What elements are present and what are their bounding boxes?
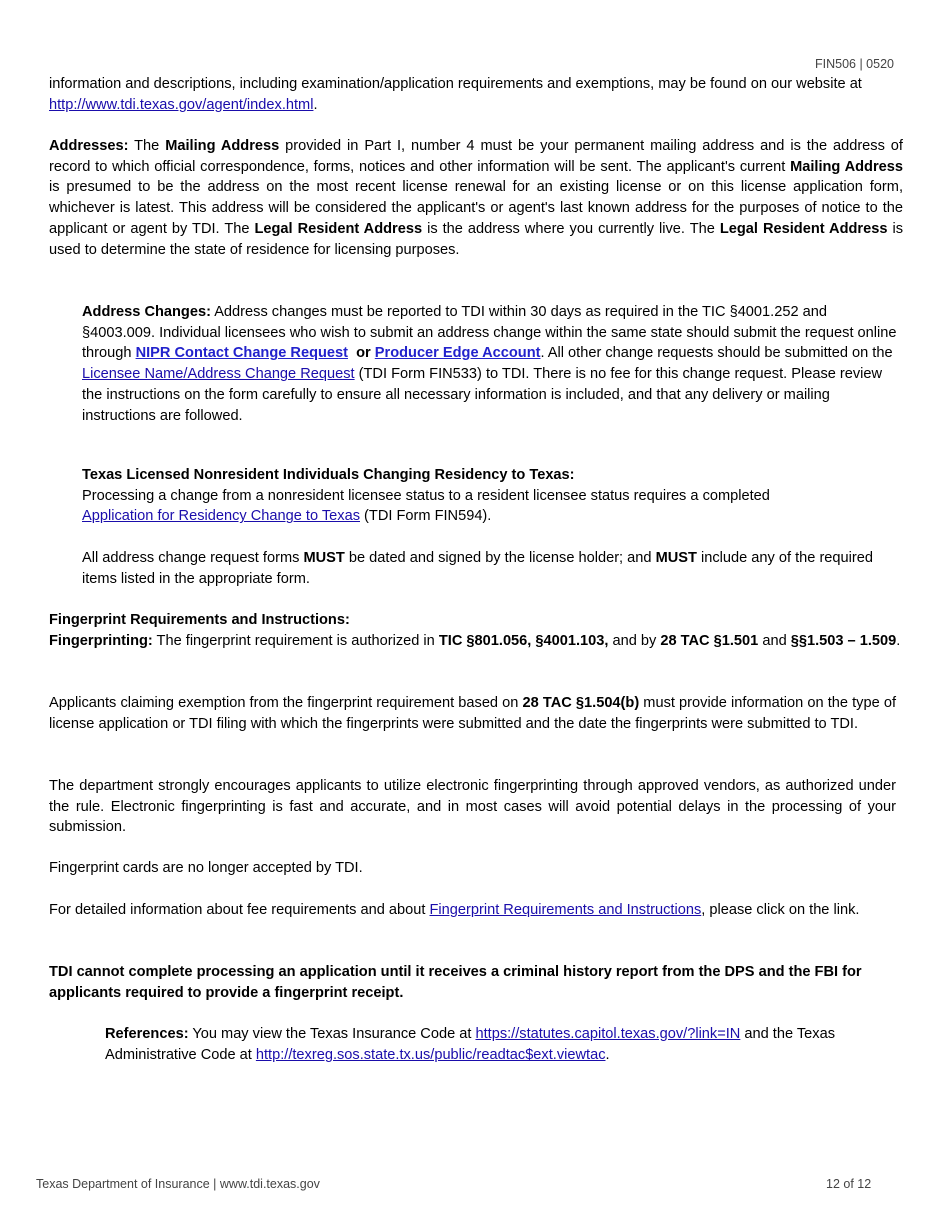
address-changes-paragraph: Address Changes: Address changes must be reported to TDI within 30 days as required in the TIC §4001.252 and §4003.009. Individual licensees who wish to submit an address change within the same state should submit the request online through NIPR Contact Change Request or Producer Edge Account. All other change requests should be submitted on the Licensee Name/Address Change Request (TDI Form FIN533) to TDI. There is no fee for this change request. Please review the instructions on the form carefully to ensure all necessary information is included, and that any delivery or mailing instructions are followed.	[82, 304, 897, 424]
fingerprint-paragraph: Fingerprint Requirements and Instructions: Fingerprinting: The fingerprint requirement is authorized in TIC §801.056, §4001.103, and by 28 TAC §1.501 and §§1.503 – 1.509.	[49, 612, 901, 649]
residency-change-application-link[interactable]: Application for Residency Change to Texas	[82, 508, 360, 525]
fingerprint-heading: Fingerprint Requirements and Instructions:	[49, 612, 350, 628]
exemption-paragraph: Applicants claiming exemption from the fingerprint requirement based on 28 TAC §1.504(b) must provide information on the type of license application or TDI filing with which the fingerprints were submitted and the date the fingerprints were submitted to TDI.	[49, 695, 896, 732]
detailed-info-paragraph: For detailed information about fee requirements and about Fingerprint Requirements and Instructions, please click on the link.	[49, 902, 860, 918]
intro-paragraph: information and descriptions, including examination/application requirements and exemptions, may be found on our website at http://www.tdi.texas.gov/agent/index.html.	[49, 76, 862, 113]
footer-agency: Texas Department of Insurance | www.tdi.texas.gov	[36, 1177, 320, 1191]
licensee-name-address-change-link[interactable]: Licensee Name/Address Change Request	[82, 366, 355, 383]
references-paragraph: References: You may view the Texas Insurance Code at https://statutes.capitol.texas.gov/?link=IN and the Texas Administrative Code at http://texreg.sos.state.tx.us/public/readtac$ext.viewtac.	[105, 1026, 836, 1063]
nipr-contact-change-link[interactable]: NIPR Contact Change Request	[135, 345, 349, 362]
texas-insurance-code-link[interactable]: https://statutes.capitol.texas.gov/?link=IN	[475, 1026, 741, 1042]
residency-heading: Texas Licensed Nonresident Individuals Changing Residency to Texas:	[82, 467, 575, 483]
fingerprint-requirements-link[interactable]: Fingerprint Requirements and Instructions	[429, 902, 702, 918]
electronic-fingerprinting-paragraph: The department strongly encourages applicants to utilize electronic fingerprinting through approved vendors, as authorized under the rule. Electronic fingerprinting is fast and accurate, and in most cases will avoid potential delays in the processing of your submission.	[49, 778, 896, 836]
addresses-paragraph: Addresses: The Mailing Address provided in Part I, number 4 must be your permanent mailing address and is the address of record to which official correspondence, forms, notices and other information will be sent. The applicant's current Mailing Address is presumed to be the address on the most recent license renewal for an existing license or on this license application form, whichever is latest. This address will be considered the applicant's or agent's last known address for the purposes of notice to the applicant or agent by TDI. The Legal Resident Address is the address where you currently live. The Legal Resident Address is used to determine the state of residence for licensing purposes.	[49, 138, 903, 258]
residency-paragraph: Texas Licensed Nonresident Individuals Changing Residency to Texas: Processing a change from a nonresident licensee status to a resident licensee status requires a completed Application for Residency Change to Texas (TDI Form FIN594).	[82, 467, 770, 525]
criminal-history-warning: TDI cannot complete processing an application until it receives a criminal history report from the DPS and the FBI for applicants required to provide a fingerprint receipt.	[49, 964, 862, 1001]
fingerprint-cards-paragraph: Fingerprint cards are no longer accepted by TDI.	[49, 860, 363, 876]
footer-page-number: 12 of 12	[826, 1177, 872, 1191]
signing-paragraph: All address change request forms MUST be dated and signed by the license holder; and MUST include any of the required items listed in the appropriate form.	[82, 550, 873, 587]
agent-website-link[interactable]: http://www.tdi.texas.gov/agent/index.html	[49, 96, 314, 113]
producer-edge-account-link[interactable]: Producer Edge Account	[374, 345, 541, 362]
texas-administrative-code-link[interactable]: http://texreg.sos.state.tx.us/public/readtac$ext.viewtac	[255, 1046, 606, 1063]
form-code: FIN506 | 0520	[815, 57, 894, 71]
